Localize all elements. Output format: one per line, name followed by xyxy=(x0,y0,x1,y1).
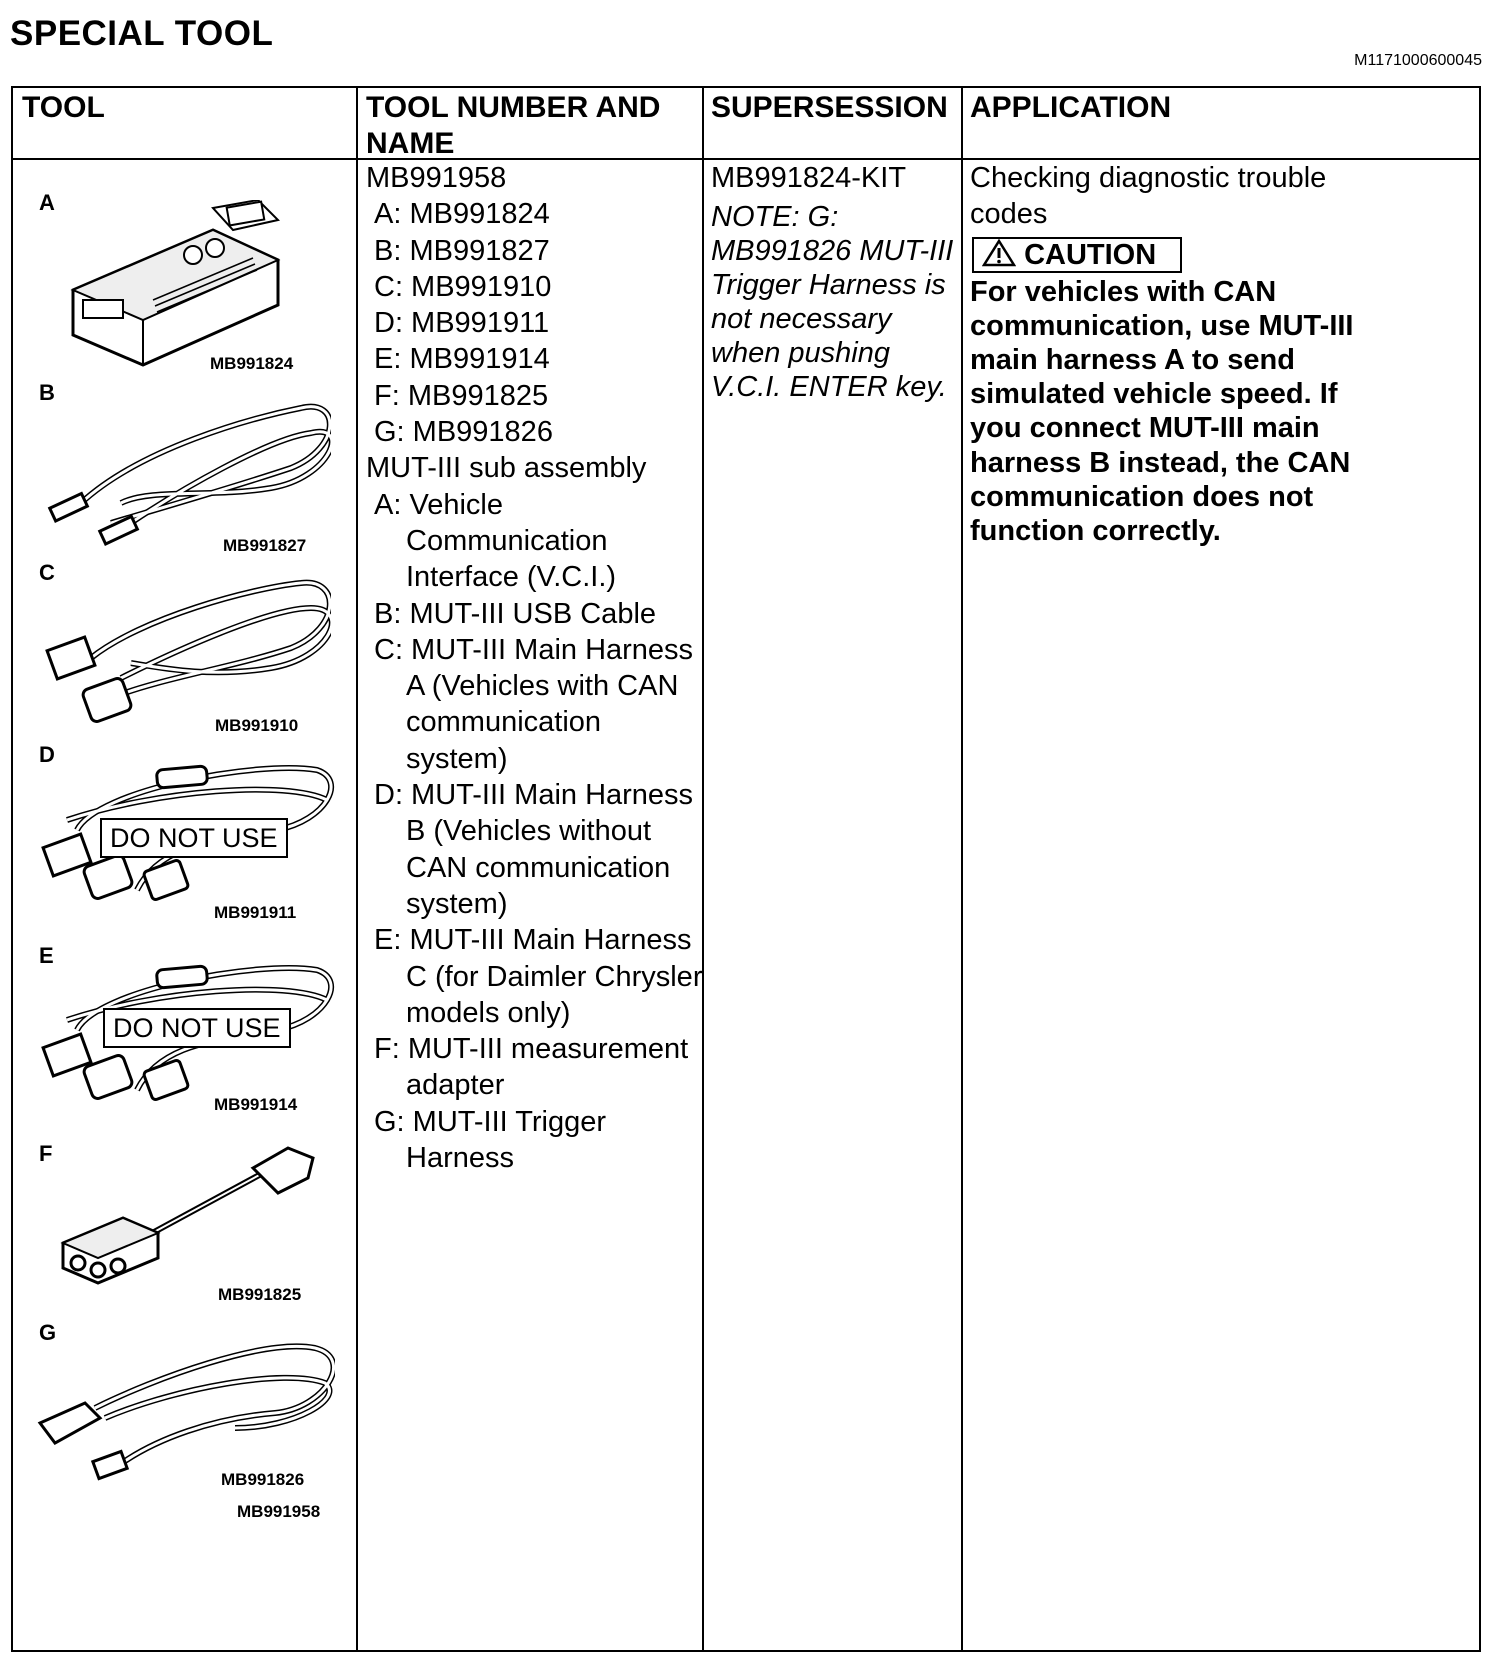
column-divider xyxy=(356,88,358,1650)
tool-number-line: F: MUT-III measurement xyxy=(374,1033,689,1066)
tool-letter-d: D xyxy=(39,742,55,767)
header-tool-number-line2: NAME xyxy=(366,127,455,160)
tool-label-d: MB991911 xyxy=(214,903,297,922)
tool-number-line: system) xyxy=(406,742,508,775)
tool-label-g: MB991826 xyxy=(221,1470,305,1489)
tool-number-line: E: MUT-III Main Harness xyxy=(374,924,692,957)
header-tool-number xyxy=(366,90,660,162)
tool-label-c: MB991910 xyxy=(215,716,299,735)
tool-number-line: system) xyxy=(406,887,508,920)
application-line: codes xyxy=(970,198,1048,231)
supersession-note-line: MB991826 MUT-III xyxy=(711,235,954,268)
vci-unit-illustration xyxy=(63,200,293,370)
tool-label-b: MB991827 xyxy=(223,536,307,555)
caution-label: CAUTION xyxy=(1024,238,1157,271)
supersession-note-line: V.C.I. ENTER key. xyxy=(711,371,947,404)
caution-text-line: simulated vehicle speed. If xyxy=(970,378,1338,411)
tool-number-line: C (for Daimler Chrysler xyxy=(406,960,703,993)
main-harness-a-illustration xyxy=(41,568,331,728)
tool-number-line: A (Vehicles with CAN xyxy=(406,670,679,703)
warning-triangle-icon xyxy=(982,239,1016,267)
caution-text-line: you connect MUT-III main xyxy=(970,412,1320,445)
caution-text xyxy=(970,275,1354,549)
caution-badge xyxy=(972,237,1182,273)
tool-letter-f: F xyxy=(39,1141,53,1166)
tool-number-line: E: MB991914 xyxy=(374,343,550,376)
supersession-note-line: Trigger Harness is xyxy=(711,269,946,302)
tool-letter-c: C xyxy=(39,560,55,585)
tool-number-line: B: MB991827 xyxy=(374,234,550,267)
usb-cable-illustration xyxy=(41,388,331,548)
supersession-note-line: when pushing xyxy=(711,337,890,370)
tool-label-a: MB991824 xyxy=(210,354,294,373)
header-tool-number-line1: TOOL NUMBER AND xyxy=(366,91,661,124)
tool-letter-a: A xyxy=(39,190,55,215)
document-id: M1171000600045 xyxy=(1354,52,1482,69)
tool-number-line: A: MB991824 xyxy=(374,198,550,231)
supersession-value: MB991824-KIT xyxy=(711,162,907,194)
kit-label: MB991958 xyxy=(237,1502,321,1521)
supersession-note-line: NOTE: G: xyxy=(711,201,839,234)
measurement-adapter-illustration xyxy=(53,1138,323,1288)
tool-number-line: G: MUT-III Trigger xyxy=(374,1105,607,1138)
tool-letter-e: E xyxy=(39,943,54,968)
caution-text-line: function correctly. xyxy=(970,515,1221,548)
tool-number-line: MUT-III sub assembly xyxy=(366,452,647,485)
tool-number-line: adapter xyxy=(406,1069,505,1102)
supersession-note xyxy=(711,200,953,404)
caution-text-line: main harness A to send xyxy=(970,344,1295,376)
tool-number-line: D: MB991911 xyxy=(374,307,550,340)
caution-text-line: For vehicles with CAN xyxy=(970,275,1277,308)
tool-number-line: communication xyxy=(406,706,602,739)
tool-letter-b: B xyxy=(39,380,55,405)
trigger-harness-illustration xyxy=(35,1328,335,1488)
tool-number-line: B: MUT-III USB Cable xyxy=(374,597,657,630)
tool-number-list xyxy=(366,160,702,1176)
tool-number-line: D: MUT-III Main Harness xyxy=(374,779,694,812)
supersession-cell xyxy=(711,160,953,404)
tool-number-line: models only) xyxy=(406,996,571,1029)
tool-number-line: CAN communication xyxy=(406,851,671,884)
tool-number-line: Interface (V.C.I.) xyxy=(406,561,617,594)
tool-number-line: Communication xyxy=(406,524,608,557)
do-not-use-label-e: DO NOT USE xyxy=(103,1008,291,1048)
supersession-note-line: not necessary xyxy=(711,303,892,336)
tool-number-line: A: Vehicle xyxy=(374,488,503,521)
tool-number-line: G: MB991826 xyxy=(374,416,553,449)
tool-label-f: MB991825 xyxy=(218,1285,302,1304)
tool-number-line: C: MB991910 xyxy=(374,270,552,303)
tool-number-line: MB991958 xyxy=(366,162,507,194)
column-divider xyxy=(961,88,963,1650)
tool-number-line: B (Vehicles without xyxy=(406,815,652,848)
tool-number-line: C: MUT-III Main Harness xyxy=(374,633,694,666)
tool-letter-g: G xyxy=(39,1320,57,1345)
tool-number-line: Harness xyxy=(406,1142,514,1175)
caution-text-line: harness B instead, the CAN xyxy=(970,446,1351,479)
header-application: APPLICATION xyxy=(970,91,1172,124)
page-title: SPECIAL TOOL xyxy=(10,14,274,53)
do-not-use-label-d: DO NOT USE xyxy=(100,818,288,858)
application-line: Checking diagnostic trouble xyxy=(970,162,1327,194)
tool-label-e: MB991914 xyxy=(214,1095,298,1114)
header-tool: TOOL xyxy=(22,91,105,124)
caution-text-line: communication does not xyxy=(970,480,1314,513)
caution-text-line: communication, use MUT-III xyxy=(970,309,1354,342)
application-cell xyxy=(970,160,1354,548)
tool-number-line: F: MB991825 xyxy=(374,379,549,412)
special-tool-table xyxy=(11,86,1481,1652)
header-supersession: SUPERSESSION xyxy=(711,91,948,124)
